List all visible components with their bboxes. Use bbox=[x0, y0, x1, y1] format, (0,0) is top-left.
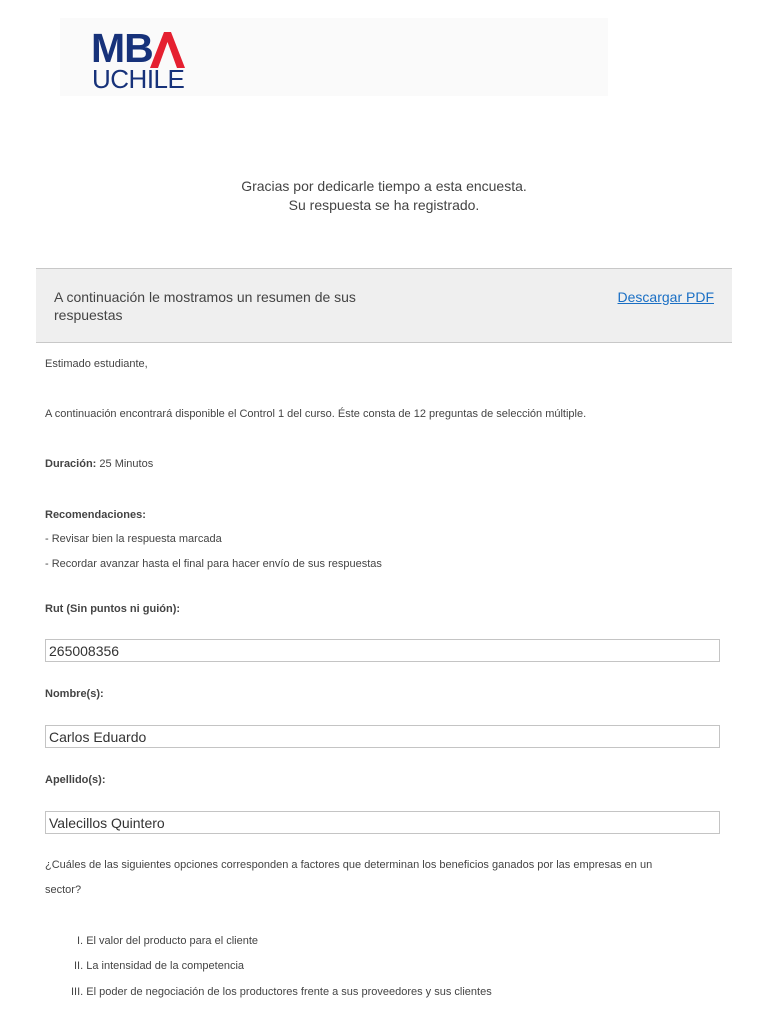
question-text: ¿Cuáles de las siguientes opciones corresponden a factores que determinan los beneficios ganados por las empresas en un bbox=[45, 859, 653, 871]
recommendations-title: Recomendaciones: bbox=[45, 509, 146, 521]
logo-mba-text: MB bbox=[91, 25, 153, 71]
option-numeral: III. bbox=[71, 986, 84, 998]
option-numeral: II. bbox=[74, 960, 84, 972]
logo-red-a-mark bbox=[150, 32, 185, 68]
thanks-message: Gracias por dedicarle tiempo a esta encuesta. bbox=[241, 178, 527, 194]
rut-label: Rut (Sin puntos ni guión): bbox=[45, 603, 181, 615]
nombre-field[interactable]: Carlos Eduardo bbox=[45, 725, 720, 748]
apellido-label: Apellido(s): bbox=[45, 774, 106, 786]
option-text: El poder de negociación de los productores frente a sus proveedores y sus clientes bbox=[86, 986, 492, 998]
response-recorded-message: Su respuesta se ha registrado. bbox=[288, 197, 480, 213]
nombre-label: Nombre(s): bbox=[45, 688, 104, 700]
question-option bbox=[77, 935, 258, 947]
duration-label: Duración: bbox=[45, 458, 97, 470]
option-text: La intensidad de la competencia bbox=[86, 960, 245, 972]
option-numeral: I. bbox=[77, 935, 84, 947]
download-pdf-link[interactable]: Descargar PDF bbox=[617, 289, 714, 305]
recommendation-item: - Recordar avanzar hasta el final para hacer envío de sus respuestas bbox=[45, 558, 382, 570]
duration-line bbox=[45, 458, 153, 470]
apellido-field[interactable]: Valecillos Quintero bbox=[45, 811, 720, 834]
question-option bbox=[74, 960, 244, 972]
question-text-continued: sector? bbox=[45, 884, 82, 896]
greeting-text: Estimado estudiante, bbox=[45, 358, 148, 370]
logo-uchile-text: UCHILE bbox=[92, 64, 185, 94]
option-text: El valor del producto para el cliente bbox=[86, 935, 259, 947]
rut-field[interactable]: 265008356 bbox=[45, 639, 720, 662]
description-text: A continuación encontrará disponible el Control 1 del curso. Éste consta de 12 preguntas de selección múltiple. bbox=[45, 408, 587, 420]
mba-uchile-logo bbox=[91, 25, 191, 94]
duration-value: 25 Minutos bbox=[96, 458, 154, 470]
question-option bbox=[71, 986, 492, 998]
summary-panel bbox=[36, 268, 732, 343]
summary-text: A continuación le mostramos un resumen de sus respuestas bbox=[54, 289, 356, 323]
recommendation-item: - Revisar bien la respuesta marcada bbox=[45, 533, 222, 545]
